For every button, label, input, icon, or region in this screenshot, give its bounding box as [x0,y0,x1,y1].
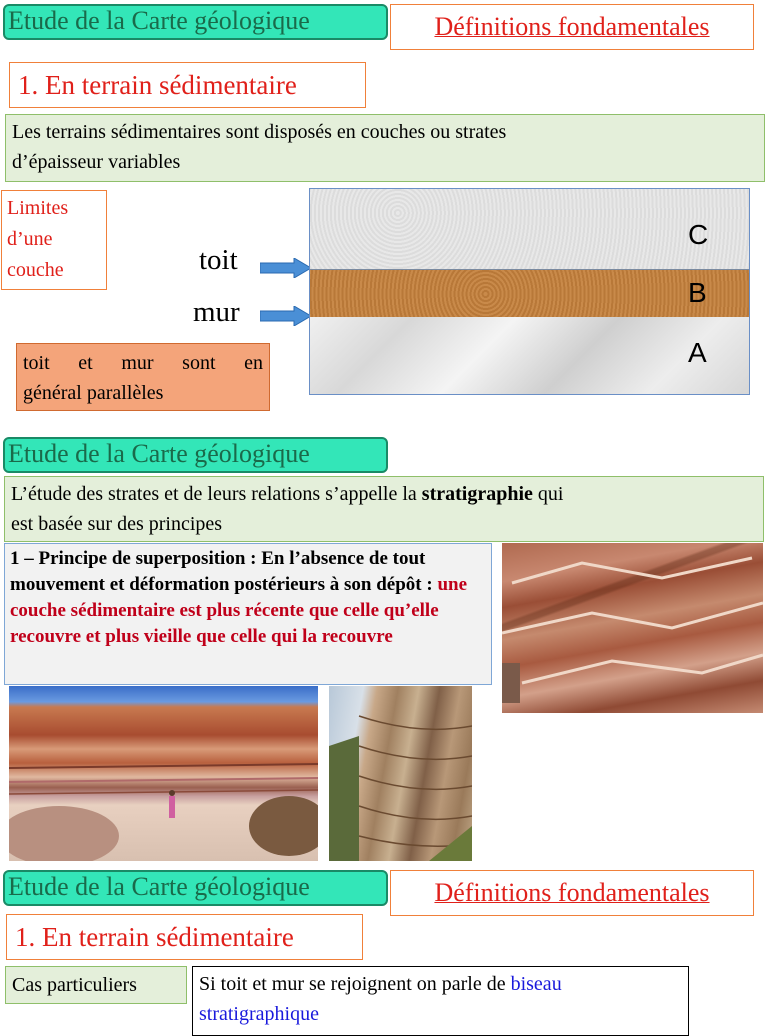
definitions-box-1 [390,4,754,50]
intro-line-2: d’épaisseur variables [12,151,181,173]
mud-strata-photo [502,543,763,713]
parallel-note [16,343,270,411]
layer-b-label: B [688,277,707,308]
section3-subtitle: 1. En terrain sédimentaire [6,914,363,960]
layer-a [310,317,749,395]
limits-line-2: d’une [7,228,53,250]
stratigraphy-line-1 [11,479,757,509]
layer-c [310,189,749,269]
section3-header: Etude de la Carte géologique [3,870,388,906]
toit-label: toit [199,244,238,276]
limits-line-3: couche [7,259,64,281]
mur-arrow-icon [260,306,312,326]
strata-diagram [309,188,750,395]
cliff-strata-photo [329,686,472,861]
stratigraphy-line-2: est basée sur des principes [11,513,223,535]
definitions-title: Définitions fondamentales [434,12,710,41]
toit-arrow-icon [260,258,312,278]
limits-line-1: Limites [7,197,69,219]
stratigraphy-text-b: qui [532,483,564,505]
definitions-box-2 [390,870,754,916]
layer-c-label: C [688,219,709,250]
biseau-text: Si toit et mur se rejoignent on parle de [199,973,511,995]
canyon-strata-photo [9,686,318,861]
cas-particuliers-label: Cas particuliers [5,966,187,1004]
superposition-principle [4,543,492,685]
section2-intro [4,476,764,542]
layer-b [310,269,749,319]
principle-red-text: une couche sédimentaire est plus récente que celle qu’elle recouvre et plus vieille que celle qui la recouvre [10,574,468,647]
layer-a-label: A [688,337,707,368]
definitions-title-2: Définitions fondamentales [434,878,710,907]
biseau-term: biseau stratigraphique [199,973,562,1025]
section1-intro [5,114,765,182]
intro-line-1: Les terrains sédimentaires sont disposés en couches ou strates [12,121,507,143]
limits-label-box [1,190,107,290]
note-line-1: toit et mur sont en [23,352,263,374]
note-line-2: général parallèles [23,382,164,404]
biseau-definition [192,966,689,1036]
stratigraphy-text-a: L’étude des strates et de leurs relations s’appelle la [11,483,422,505]
section1-header: Etude de la Carte géologique [3,4,388,40]
mur-label: mur [193,296,240,328]
section2-header: Etude de la Carte géologique [3,437,388,473]
section1-subtitle: 1. En terrain sédimentaire [9,62,366,108]
stratigraphy-term: stratigraphie [421,483,533,505]
principle-text: 1 – Principe de superposition : En l’absence de tout mouvement et déformation postérieurs à son dépôt : [10,548,438,595]
